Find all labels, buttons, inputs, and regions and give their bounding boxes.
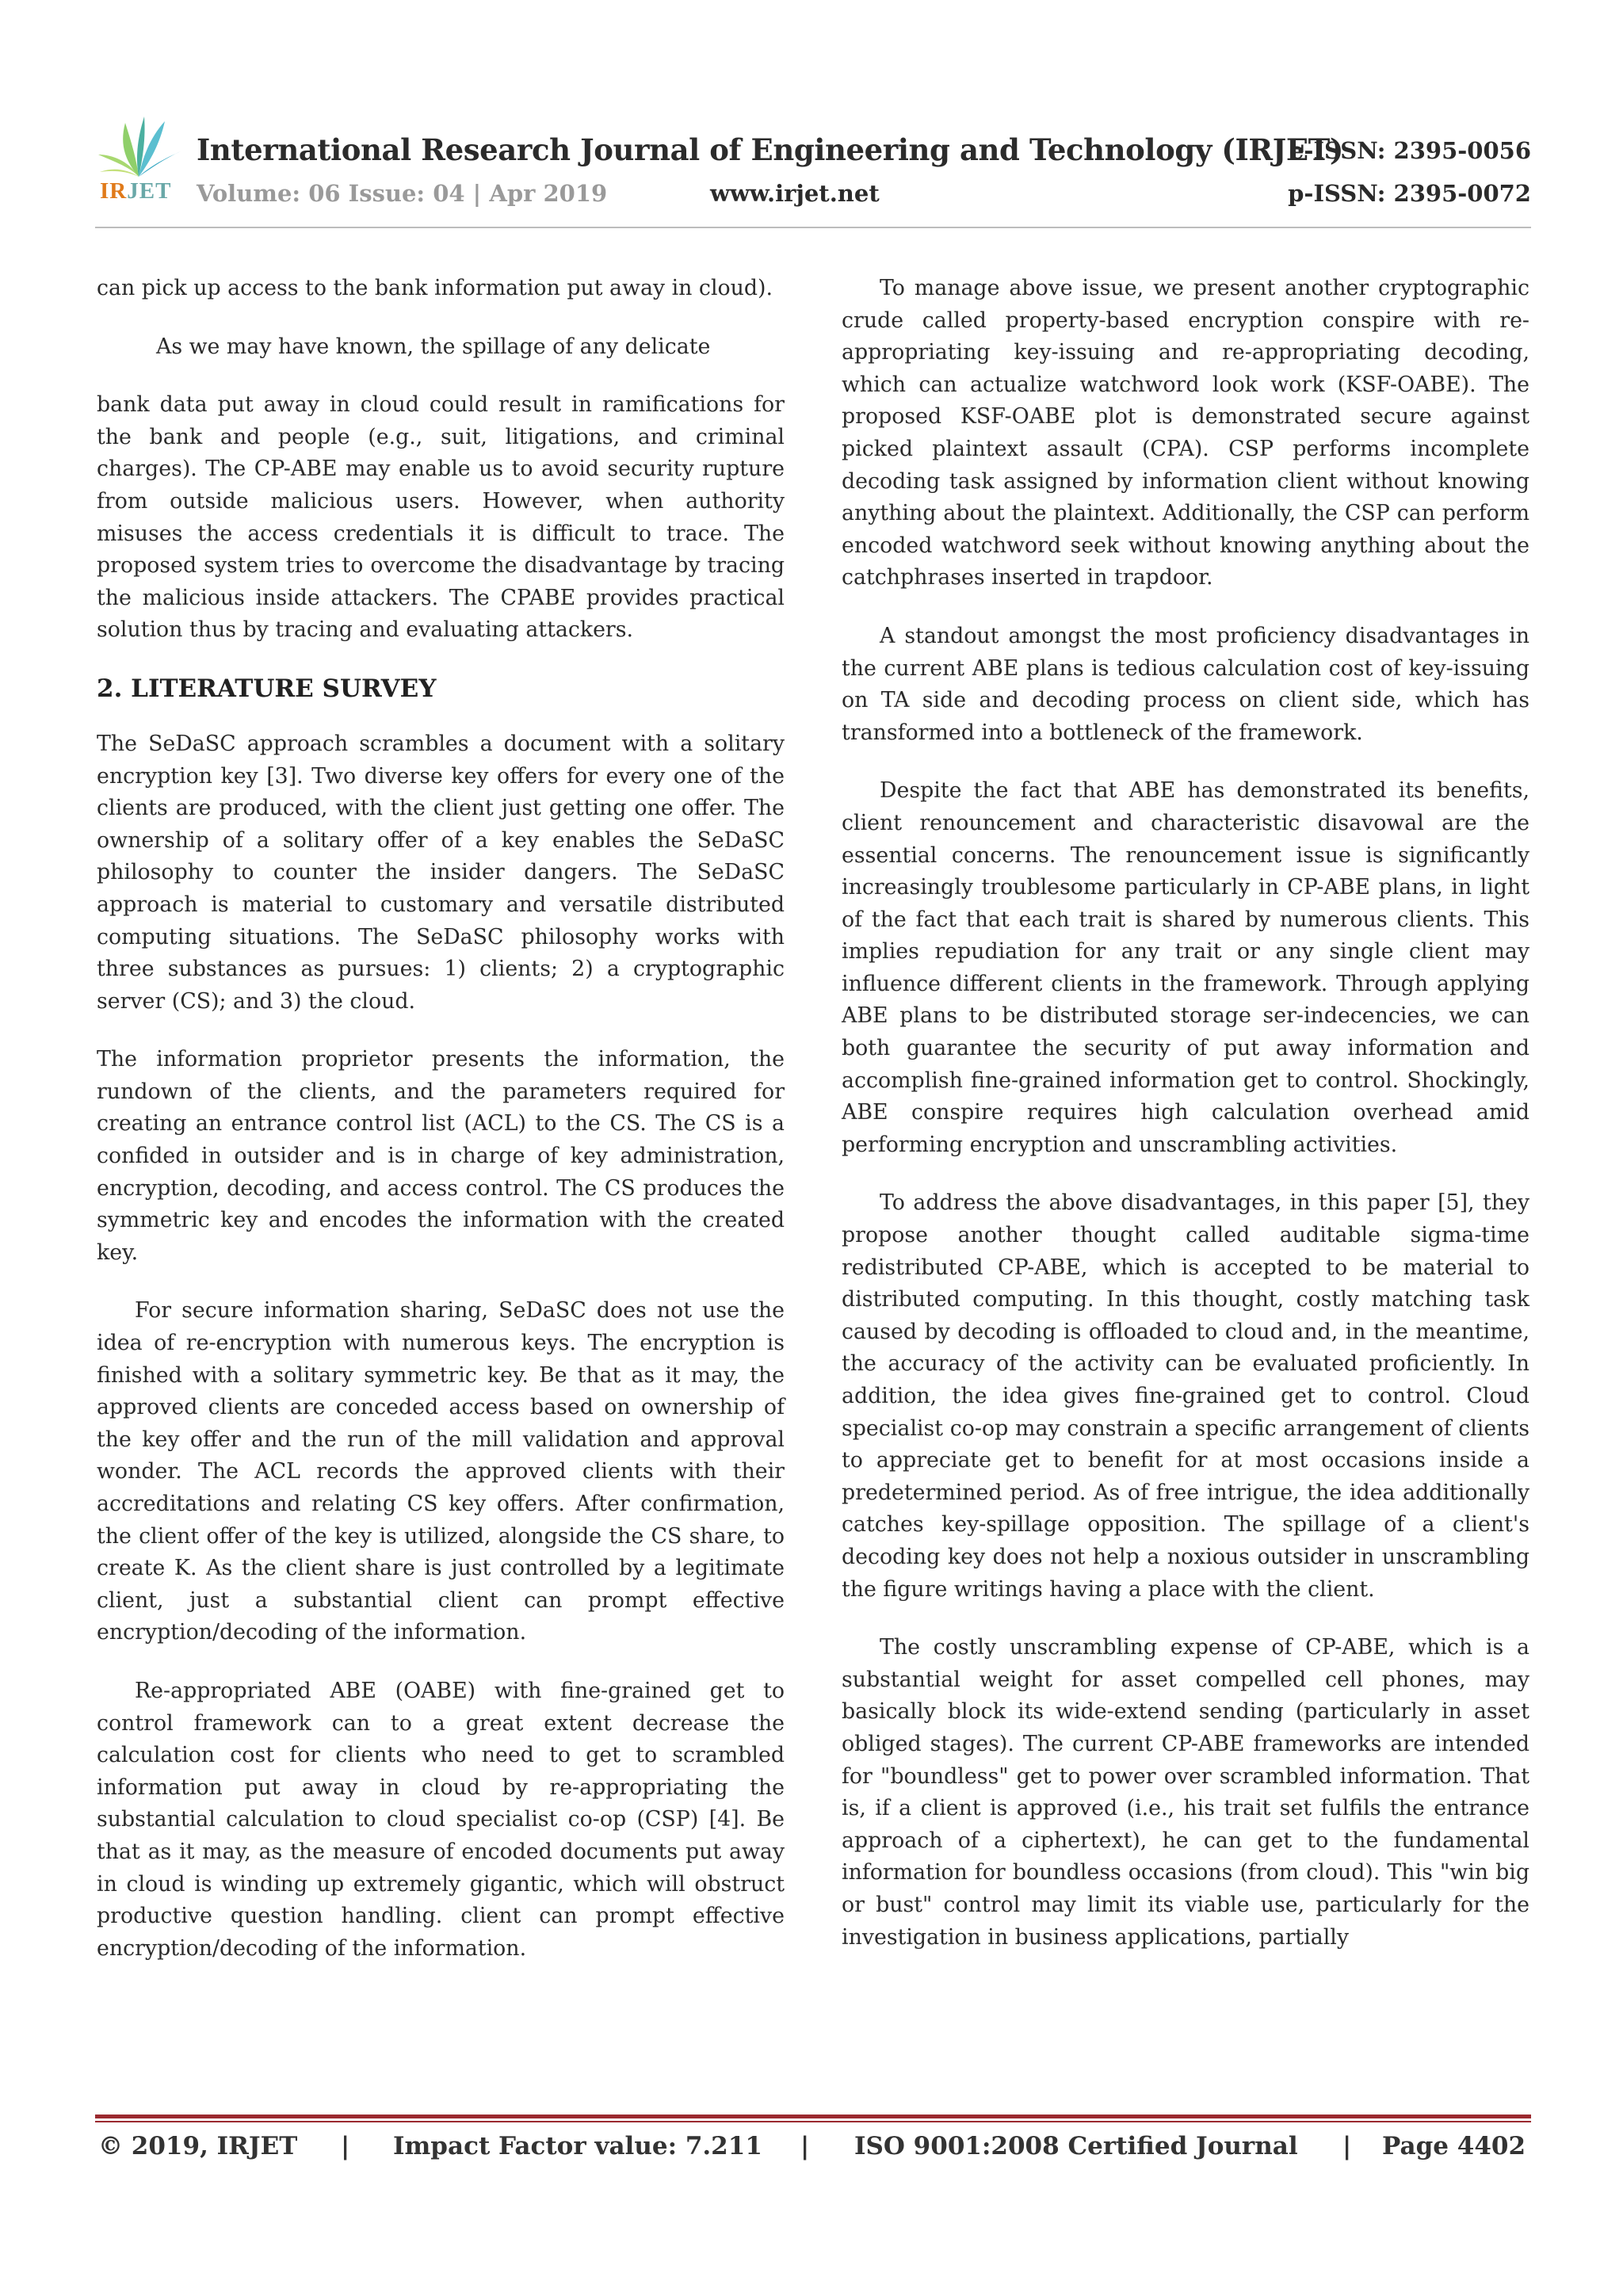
footer-divider [95, 2115, 1531, 2118]
paragraph: For secure information sharing, SeDaSC does not use the idea of re-encryption with numerous keys. The encryption is finished with a solitary symmetric key. Be that as it may, the approved clients are conceded access based on ownership of the key offer and the run of the mill validation and approval wonder. The ACL records the approved clients with their accreditations and relating CS key offers. After confirmation, the client offer of the key is utilized, alongside the CS share, to create K. As the client share is just controlled by a legitimate client, just a substantial client can prompt effective encryption/decoding of the information. [97, 1298, 785, 1645]
footer-impact-factor: Impact Factor value: 7.211 [393, 2132, 762, 2160]
footer-divider-thin [95, 2121, 1531, 2122]
footer-iso: ISO 9001:2008 Certified Journal [854, 2132, 1298, 2160]
footer-separator: | [341, 2132, 350, 2160]
journal-website[interactable]: www.irjet.net [710, 180, 880, 207]
paragraph: The costly unscrambling expense of CP-ABE, which is a substantial weight for asset compelled cell phones, may basically block its wide-extend sending (particularly in asset obliged stages). The current CP-ABE frameworks are intended for "boundless" get to power over scrambled information. That is, if a client is approved (i.e., his trait set fulfils the entrance approach of a ciphertext), he can get to the fundamental information for boundless occasions (from cloud). This "win big or bust" control may limit its viable use, particularly for the investigation in business applications, partially [842, 1635, 1529, 1950]
e-issn: e-ISSN: 2395-0056 [1289, 137, 1531, 164]
page-header [95, 115, 1531, 226]
header-divider [95, 227, 1531, 228]
leaf-logo-icon [95, 115, 182, 180]
paragraph: bank data put away in cloud could result in ramifications for the bank and people (e.g., suit, litigations, and criminal charges). The CP-ABE may enable us to avoid security rupture from outside malicious users. However, when authority misuses the access credentials it is difficult to trace. The proposed system tries to overcome the disadvantage by tracing the malicious inside attackers. The CPABE provides practical solution thus by tracing and evaluating attackers. [97, 392, 785, 643]
paragraph: The information proprietor presents the information, the rundown of the clients, and the parameters required for creating an entrance control list (ACL) to the CS. The CS is a confided in outsider and is in charge of key administration, encryption, decoding, and access control. The CS produces the symmetric key and encodes the information with the created key. [97, 1047, 785, 1265]
paragraph: Despite the fact that ABE has demonstrated its benefits, client renouncement and characteristic disavowal are the essential concerns. The renouncement issue is significantly increasingly troublesome particularly in CP-ABE plans, in light of the fact that each trait is shared by numerous clients. This implies repudiation for any trait or any single client may influence different clients in the framework. Through applying ABE plans to be distributed storage ser-indecencies, we can both guarantee the security of put away information and accomplish fine-grained information get to control. Shockingly, ABE conspire requires high calculation overhead amid performing encryption and unscrambling activities. [842, 778, 1529, 1157]
irjet-logo [95, 115, 182, 212]
left-column [97, 273, 785, 1991]
paragraph: To manage above issue, we present another cryptographic crude called property-based encryption conspire with re-appropriating key-issuing and re-appropriating decoding, which can actualize watchword look work (KSF-OABE). The proposed KSF-OABE plot is demonstrated secure against picked plaintext assault (CPA). CSP performs incomplete decoding task assigned by information client without knowing anything about the plaintext. Additionally, the CSP can perform encoded watchword seek without knowing anything about the catchphrases inserted in trapdoor. [842, 276, 1529, 590]
page-footer [95, 2132, 1531, 2172]
paragraph: A standout amongst the most proficiency disadvantages in the current ABE plans is tedious calculation cost of key-issuing on TA side and decoding process on client side, which has transformed into a bottleneck of the framework. [842, 623, 1529, 745]
paragraph: can pick up access to the bank information put away in cloud). [97, 276, 773, 300]
paragraph: Re-appropriated ABE (OABE) with fine-grained get to control framework can to a great extent decrease the calculation cost for clients who need to get to scrambled information put away in cloud by re-appropriating the substantial calculation to cloud specialist co-op (CSP) [4]. Be that as it may, as the measure of encoded documents put away in cloud is winding up extremely gigantic, which will obstruct productive question handling. client can prompt effective encryption/decoding of the information. [97, 1678, 785, 1961]
paragraph: As we may have known, the spillage of any delicate [156, 334, 711, 359]
logo-wordmark: IRJET [100, 178, 172, 204]
footer-separator: | [800, 2132, 810, 2160]
section-heading: 2. LITERATURE SURVEY [97, 674, 437, 703]
p-issn: p-ISSN: 2395-0072 [1288, 180, 1531, 207]
footer-page-number: Page 4402 [1382, 2132, 1526, 2160]
paragraph: The SeDaSC approach scrambles a document with a solitary encryption key [3]. Two diverse key offers for every one of the clients are produced, with the client just getting one offer. The ownership of a solitary offer of a key enables the SeDaSC philosophy to counter the insider dangers. The SeDaSC approach is material to customary and versatile distributed computing situations. The SeDaSC philosophy works with three substances as pursues: 1) clients; 2) a cryptographic server (CS); and 3) the cloud. [97, 731, 785, 1014]
paragraph: To address the above disadvantages, in this paper [5], they propose another thought called auditable sigma-time redistributed CP-ABE, which is accepted to be material to distributed computing. In this thought, costly matching task caused by decoding is offloaded to cloud and, in the meantime, the accuracy of the activity can be evaluated proficiently. In addition, the idea gives fine-grained get to control. Cloud specialist co-op may constrain a specific arrangement of clients to appreciate get to benefit for at most occasions inside a predetermined period. As of free intrigue, the idea additionally catches key-spillage opposition. The spillage of a client's decoding key does not help a noxious outsider in unscrambling the figure writings having a place with the client. [842, 1190, 1529, 1602]
right-column [842, 273, 1529, 1980]
journal-title: International Research Journal of Engineering and Technology (IRJET) [197, 132, 1343, 167]
volume-info: Volume: 06 Issue: 04 | Apr 2019 [197, 180, 608, 207]
footer-copyright: © 2019, IRJET [98, 2132, 298, 2160]
footer-separator: | [1342, 2132, 1352, 2160]
